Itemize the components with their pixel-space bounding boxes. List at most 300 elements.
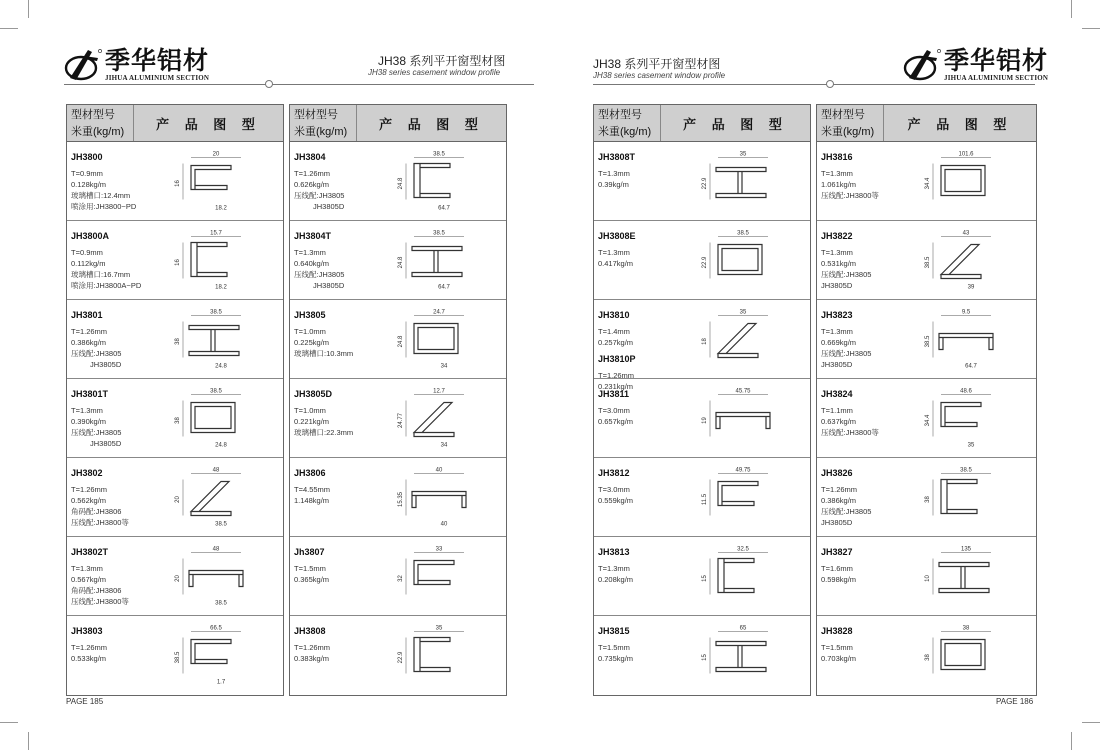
dimension-label: 10 xyxy=(925,575,931,582)
profile-spec: 压线配:JH3805 xyxy=(821,349,872,358)
profile-outline xyxy=(939,334,993,350)
dimension-label: 19 xyxy=(702,417,708,424)
profile-info xyxy=(294,547,374,585)
dimension-label: 43 xyxy=(962,230,970,237)
profile-diagram xyxy=(167,622,267,692)
header-weight: 米重(kg/m) xyxy=(294,126,348,138)
header-diagram: 产 品 图 型 xyxy=(156,116,261,132)
profile-spec: 压线配:JH3805 xyxy=(294,270,345,279)
dimension-label: 24.7 xyxy=(433,309,445,316)
profile-diagram xyxy=(390,622,490,692)
dimension-label: 48 xyxy=(212,467,220,474)
profile-spec: T=1.26mm xyxy=(71,485,108,494)
profile-outline xyxy=(941,403,981,427)
profile-spec: T=0.9mm xyxy=(71,248,103,257)
dimension-label: 24.8 xyxy=(398,256,404,269)
profile-diagram xyxy=(917,543,1017,613)
profile-diagram xyxy=(694,148,794,218)
dimension-label: 24.8 xyxy=(215,363,227,370)
profile-cross-section-icon xyxy=(917,543,1017,608)
table-row xyxy=(817,300,1036,379)
table-row xyxy=(67,142,283,221)
profile-id: JH3800A xyxy=(71,231,110,241)
profile-id: JH3808T xyxy=(598,152,636,162)
profile-diagram xyxy=(167,148,267,218)
profile-spec: 0.383kg/m xyxy=(294,654,330,663)
profile-cross-section-icon xyxy=(917,622,1017,687)
table-row xyxy=(817,537,1036,616)
table-row xyxy=(290,458,506,537)
profile-spec: T=3.0mm xyxy=(598,406,630,415)
dimension-label: 24.8 xyxy=(215,442,227,449)
profile-spec: JH3805D xyxy=(821,360,853,369)
header-model: 型材型号 xyxy=(598,109,642,121)
table-row xyxy=(817,221,1036,300)
profile-spec: 压线配:JH3805 xyxy=(821,507,872,516)
table-row xyxy=(817,458,1036,537)
profile-cross-section-icon xyxy=(694,227,794,292)
profile-spec: 0.598kg/m xyxy=(821,575,857,584)
profile-outline xyxy=(941,166,985,196)
dimension-label: 24.77 xyxy=(398,412,404,429)
profile-spec: 0.128kg/m xyxy=(71,180,107,189)
profile-diagram xyxy=(390,148,490,218)
profile-diagram xyxy=(917,227,1017,297)
dimension-label: 22.9 xyxy=(398,651,404,664)
profile-spec: 0.231kg/m xyxy=(598,382,634,391)
profile-id: JH3804 xyxy=(294,152,326,162)
profile-id: JH3803 xyxy=(71,626,103,636)
profile-cross-section-icon xyxy=(694,464,794,529)
profile-spec: 喷涂用:JH3800A−PD xyxy=(71,281,142,290)
crop-mark xyxy=(1071,0,1072,18)
profile-spec: T=4.55mm xyxy=(294,485,331,494)
dimension-label: 38 xyxy=(175,338,181,345)
profile-outline xyxy=(941,245,981,279)
header-diagram: 产 品 图 型 xyxy=(683,116,788,132)
table-row xyxy=(594,458,810,537)
table-row xyxy=(817,142,1036,221)
dimension-label: 9.5 xyxy=(961,309,971,316)
profile-info xyxy=(294,152,374,212)
profile-outline xyxy=(716,413,770,429)
profile-spec: T=1.4mm xyxy=(598,327,630,336)
dimension-label: 38 xyxy=(175,417,181,424)
dimension-label: 135 xyxy=(960,546,972,553)
profile-id: JH3800 xyxy=(71,152,103,162)
profile-diagram xyxy=(917,385,1017,455)
dimension-label: 38.5 xyxy=(737,230,749,237)
profile-info xyxy=(821,231,901,291)
dimension-label: 48 xyxy=(212,546,220,553)
profile-table xyxy=(66,104,284,696)
profile-spec: T=1.3mm xyxy=(71,406,103,415)
table-row xyxy=(594,142,810,221)
profile-diagram xyxy=(694,306,794,376)
series-subtitle: JH38 series casement window profile xyxy=(368,68,501,77)
dimension-label: 38.5 xyxy=(215,521,227,528)
table-row xyxy=(594,379,810,458)
dimension-label: 38 xyxy=(962,625,970,632)
crop-mark xyxy=(28,0,29,18)
dimension-label: 20 xyxy=(175,496,181,503)
dimension-label: 101.6 xyxy=(958,151,974,158)
profile-spec: 0.386kg/m xyxy=(821,496,857,505)
profile-spec: JH3805D xyxy=(90,439,122,448)
profile-spec: 角码配:JH3806 xyxy=(71,507,122,516)
profile-outline xyxy=(414,324,458,354)
dimension-label: 15 xyxy=(702,575,708,582)
dimension-label: 38 xyxy=(925,496,931,503)
dimension-label: 15.35 xyxy=(398,491,404,508)
profile-info xyxy=(598,547,678,585)
dimension-label: 49.75 xyxy=(735,467,751,474)
profile-outline xyxy=(412,247,462,277)
profile-cross-section-icon xyxy=(917,464,1017,529)
profile-spec: 0.626kg/m xyxy=(294,180,330,189)
profile-info xyxy=(294,626,374,664)
profile-spec: 压线配:JH3805 xyxy=(71,349,122,358)
profile-outline xyxy=(191,403,235,433)
jihua-logo-icon xyxy=(64,48,102,82)
profile-info xyxy=(71,152,151,212)
profile-spec: T=1.3mm xyxy=(821,327,853,336)
dimension-label: 64.7 xyxy=(965,363,977,370)
profile-spec: 0.657kg/m xyxy=(598,417,634,426)
dimension-label: 38.5 xyxy=(925,335,931,348)
brand-logo xyxy=(64,48,209,82)
profile-spec: T=0.9mm xyxy=(71,169,103,178)
profile-diagram xyxy=(390,385,490,455)
profile-id: JH3805D xyxy=(294,389,333,399)
profile-cross-section-icon xyxy=(167,464,267,529)
profile-cross-section-icon xyxy=(167,543,267,608)
profile-id: JH3810P xyxy=(598,354,636,364)
profile-spec: 0.533kg/m xyxy=(71,654,107,663)
profile-table xyxy=(816,104,1037,696)
profile-cross-section-icon xyxy=(390,543,490,608)
crop-mark xyxy=(1071,732,1072,750)
crop-mark xyxy=(28,732,29,750)
profile-diagram xyxy=(167,227,267,297)
header-weight: 米重(kg/m) xyxy=(598,126,652,138)
profile-spec: 压线配:JH3805 xyxy=(821,270,872,279)
dimension-label: 38.5 xyxy=(925,256,931,269)
profile-outline xyxy=(189,571,243,587)
profile-spec: T=1.26mm xyxy=(71,643,108,652)
profile-info xyxy=(71,547,151,607)
profile-cross-section-icon xyxy=(167,622,267,687)
profile-spec: 0.221kg/m xyxy=(294,417,330,426)
profile-spec: T=1.26mm xyxy=(821,485,858,494)
profile-diagram xyxy=(167,385,267,455)
profile-outline xyxy=(941,480,977,514)
jihua-logo-icon xyxy=(903,48,941,82)
profile-spec: 0.390kg/m xyxy=(71,417,107,426)
profile-id: JH3805 xyxy=(294,310,326,320)
dimension-label: 64.7 xyxy=(438,284,450,291)
dimension-label: 35 xyxy=(739,309,747,316)
profile-spec: T=1.3mm xyxy=(821,248,853,257)
table-row xyxy=(290,537,506,616)
header-model: 型材型号 xyxy=(821,109,865,121)
profile-cross-section-icon xyxy=(390,148,490,213)
table-row xyxy=(290,616,506,694)
profile-id: JH3828 xyxy=(821,626,853,636)
table-row xyxy=(290,300,506,379)
dimension-label: 38.5 xyxy=(210,388,222,395)
dimension-label: 40 xyxy=(440,521,448,528)
profile-info xyxy=(294,389,374,438)
profile-info xyxy=(598,626,678,664)
brand-logo xyxy=(903,48,1048,82)
profile-id: JH3811 xyxy=(598,389,630,399)
dimension-label: 34.4 xyxy=(925,177,931,190)
table-header xyxy=(290,105,506,142)
profile-diagram xyxy=(694,543,794,613)
profile-outline xyxy=(191,640,231,664)
table-row xyxy=(290,142,506,221)
profile-id: JH3812 xyxy=(598,468,630,478)
profile-spec: 0.669kg/m xyxy=(821,338,857,347)
profile-cross-section-icon xyxy=(390,622,490,687)
profile-spec: 压线配:JH3805 xyxy=(294,191,345,200)
profile-id: JH3822 xyxy=(821,231,853,241)
crop-mark xyxy=(1082,28,1100,29)
dimension-label: 18.2 xyxy=(215,284,227,291)
profile-spec: 0.562kg/m xyxy=(71,496,107,505)
profile-spec: T=1.26mm xyxy=(294,643,331,652)
profile-outline xyxy=(412,492,466,508)
profile-spec: 0.257kg/m xyxy=(598,338,634,347)
profile-info xyxy=(294,231,374,291)
rule-ornament xyxy=(824,78,835,89)
profile-diagram xyxy=(917,306,1017,376)
profile-cross-section-icon xyxy=(694,148,794,213)
dimension-label: 24.8 xyxy=(398,177,404,190)
profile-cross-section-icon xyxy=(694,385,794,450)
profile-spec: 喷涂用:JH3800−PD xyxy=(71,202,137,211)
profile-info xyxy=(71,468,151,528)
profile-info xyxy=(821,468,901,528)
profile-cross-section-icon xyxy=(694,306,794,371)
profile-outline xyxy=(414,561,454,585)
profile-spec: 0.531kg/m xyxy=(821,259,857,268)
profile-diagram xyxy=(167,464,267,534)
profile-spec: 0.225kg/m xyxy=(294,338,330,347)
table-header xyxy=(817,105,1036,142)
header-model: 型材型号 xyxy=(294,109,338,121)
profile-diagram xyxy=(167,543,267,613)
dimension-label: 1.7 xyxy=(216,679,226,686)
profile-spec: T=1.3mm xyxy=(598,169,630,178)
profile-outline xyxy=(718,245,762,275)
dimension-label: 39 xyxy=(967,284,975,291)
profile-outline xyxy=(189,326,239,356)
profile-outline xyxy=(414,164,450,198)
profile-outline xyxy=(414,638,450,672)
dimension-label: 40 xyxy=(435,467,443,474)
dimension-label: 11.5 xyxy=(702,493,708,506)
profile-cross-section-icon xyxy=(390,464,490,529)
table-row xyxy=(594,616,810,694)
profile-outline xyxy=(716,168,766,198)
profile-diagram xyxy=(390,543,490,613)
series-title: JH38 系列平开窗型材图 xyxy=(378,54,506,68)
profile-spec: 0.637kg/m xyxy=(821,417,857,426)
header-diagram: 产 品 图 型 xyxy=(907,116,1013,132)
profile-cross-section-icon xyxy=(917,306,1017,371)
crop-mark xyxy=(0,722,18,723)
profile-spec: JH3805D xyxy=(313,202,345,211)
profile-info xyxy=(598,152,678,190)
profile-spec: 0.112kg/m xyxy=(71,259,106,268)
dimension-label: 12.7 xyxy=(433,388,445,395)
dimension-label: 24.8 xyxy=(398,335,404,348)
profile-spec: 0.735kg/m xyxy=(598,654,634,663)
profile-id: JH3827 xyxy=(821,547,853,557)
dimension-label: 38.5 xyxy=(960,467,972,474)
profile-spec: 1.061kg/m xyxy=(821,180,857,189)
table-row xyxy=(67,458,283,537)
profile-spec: T=1.26mm xyxy=(71,327,108,336)
profile-spec: 0.365kg/m xyxy=(294,575,330,584)
profile-id: JH3804T xyxy=(294,231,332,241)
profile-info xyxy=(821,310,901,370)
profile-info xyxy=(598,231,678,269)
series-subtitle: JH38 series casement window profile xyxy=(593,71,726,80)
dimension-label: 15.7 xyxy=(210,230,222,237)
profile-outline xyxy=(939,563,989,593)
profile-outline xyxy=(941,640,985,670)
profile-cross-section-icon xyxy=(694,622,794,687)
profile-info xyxy=(821,152,901,201)
table-header xyxy=(594,105,810,142)
series-title: JH38 系列平开窗型材图 xyxy=(593,57,721,71)
profile-cross-section-icon xyxy=(167,385,267,450)
profile-id: JH3801 xyxy=(71,310,103,320)
profile-cross-section-icon xyxy=(390,385,490,450)
dimension-label: 18 xyxy=(702,338,708,345)
profile-spec: T=1.26mm xyxy=(294,169,331,178)
dimension-label: 22.9 xyxy=(702,256,708,269)
table-row xyxy=(67,300,283,379)
profile-outline xyxy=(191,243,227,277)
profile-spec: 0.567kg/m xyxy=(71,575,107,584)
dimension-label: 38.5 xyxy=(433,151,445,158)
profile-spec: T=1.5mm xyxy=(294,564,326,573)
profile-id: JH3806 xyxy=(294,468,326,478)
brand-subtitle: JIHUA ALUMINIUM SECTION xyxy=(105,74,210,82)
header-diagram: 产 品 图 型 xyxy=(379,116,484,132)
dimension-label: 65 xyxy=(739,625,747,632)
profile-diagram xyxy=(694,385,794,455)
profile-info xyxy=(71,231,151,291)
profile-spec: 0.208kg/m xyxy=(598,575,634,584)
crop-mark xyxy=(0,28,18,29)
profile-table xyxy=(593,104,811,696)
header-weight: 米重(kg/m) xyxy=(71,126,125,138)
profile-info xyxy=(598,468,678,506)
profile-cross-section-icon xyxy=(917,385,1017,450)
profile-diagram xyxy=(390,306,490,376)
dimension-label: 16 xyxy=(175,180,181,187)
profile-cross-section-icon xyxy=(694,543,794,608)
table-row xyxy=(817,616,1036,694)
dimension-label: 20 xyxy=(175,575,181,582)
profile-id: Jh3807 xyxy=(294,547,325,557)
page-number: PAGE 185 xyxy=(66,697,104,706)
dimension-label: 32.5 xyxy=(737,546,749,553)
dimension-label: 22.9 xyxy=(702,177,708,190)
profile-id: JH3813 xyxy=(598,547,630,557)
profile-spec: 玻璃槽口:10.3mm xyxy=(294,349,354,358)
dimension-label: 20 xyxy=(212,151,220,158)
header-weight: 米重(kg/m) xyxy=(821,126,875,138)
profile-cross-section-icon xyxy=(390,306,490,371)
profile-id: JH3810 xyxy=(598,310,630,320)
dimension-label: 16 xyxy=(175,259,181,266)
dimension-label: 15 xyxy=(702,654,708,661)
profile-spec: T=1.3mm xyxy=(598,248,630,257)
profile-info xyxy=(71,310,151,370)
profile-cross-section-icon xyxy=(167,148,267,213)
table-row xyxy=(67,221,283,300)
profile-id: JH3816 xyxy=(821,152,853,162)
profile-outline xyxy=(191,166,231,190)
profile-spec: T=1.6mm xyxy=(821,564,853,573)
dimension-label: 35 xyxy=(435,625,443,632)
profile-cross-section-icon xyxy=(917,227,1017,292)
profile-spec: 玻璃槽口:22.3mm xyxy=(294,428,354,437)
table-row xyxy=(594,300,810,391)
table-row xyxy=(594,537,810,616)
dimension-label: 38 xyxy=(925,654,931,661)
profile-info xyxy=(71,389,151,449)
profile-id: JH3801T xyxy=(71,389,109,399)
profile-cross-section-icon xyxy=(167,306,267,371)
profile-diagram xyxy=(694,227,794,297)
dimension-label: 38.5 xyxy=(175,651,181,664)
dimension-label: 18.2 xyxy=(215,205,227,212)
dimension-label: 34.4 xyxy=(925,414,931,427)
profile-info xyxy=(294,468,374,506)
dimension-label: 38.5 xyxy=(210,309,222,316)
profile-diagram xyxy=(694,464,794,534)
table-row xyxy=(67,379,283,458)
dimension-label: 66.5 xyxy=(210,625,222,632)
profile-diagram xyxy=(390,227,490,297)
profile-cross-section-icon xyxy=(390,227,490,292)
profile-spec: 压线配:JH3800等 xyxy=(71,597,129,606)
profile-spec: 压线配:JH3800等 xyxy=(821,191,879,200)
profile-spec: 0.559kg/m xyxy=(598,496,634,505)
crop-mark xyxy=(1082,722,1100,723)
profile-outline xyxy=(191,482,231,516)
profile-id: JH3824 xyxy=(821,389,853,399)
brand-name: 季华铝材 xyxy=(105,46,210,75)
profile-id: JH3808E xyxy=(598,231,636,241)
profile-spec: T=1.3mm xyxy=(598,564,630,573)
profile-spec: T=1.5mm xyxy=(821,643,853,652)
dimension-label: 32 xyxy=(398,575,404,582)
dimension-label: 64.7 xyxy=(438,205,450,212)
profile-spec: T=3.0mm xyxy=(598,485,630,494)
table-row xyxy=(67,616,283,694)
table-row xyxy=(594,221,810,300)
profile-info xyxy=(294,310,374,359)
profile-spec: T=1.26mm xyxy=(598,371,635,380)
